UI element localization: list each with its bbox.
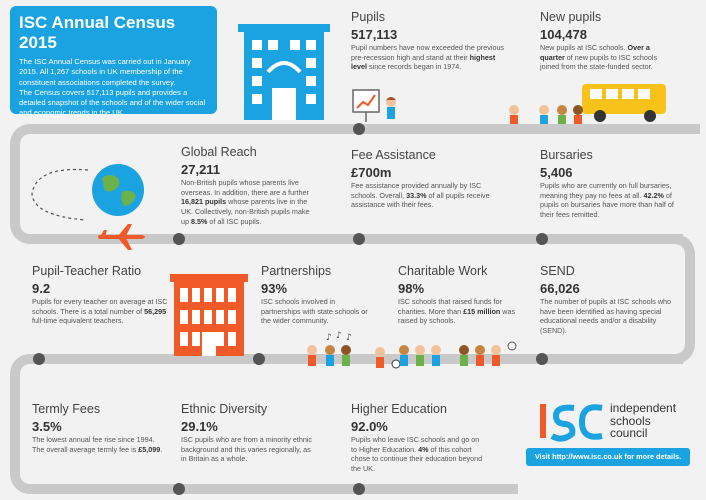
new-pupils-block [540,10,670,72]
ethnic-figure: 29.1% [181,419,218,434]
school-building-icon [236,20,332,120]
road-row4 [28,484,518,494]
global-reach-block [181,145,316,227]
children-group-icon [300,330,522,370]
ethnic-heading: Ethnic Diversity [181,402,268,416]
road-dot [536,233,548,245]
road-dot [353,233,365,245]
global-heading: Global Reach [181,145,257,159]
termly-text: The lowest annual fee rise since 1994. The overall average termly fee is £5,099. [32,435,163,454]
logo-text: independent schools council [610,401,677,441]
fee-text: Fee assistance provided annually by ISC schools. Overall, 33.3% of all pupils receive assistance with their fees. [351,181,490,210]
website-link[interactable]: Visit http://www.isc.co.uk for more details. [526,448,690,466]
charity-heading: Charitable Work [398,264,488,278]
partnerships-block [261,264,376,326]
svg-text:♪: ♪ [336,331,342,341]
send-figure: 66,026 [540,281,580,296]
road-dot [536,353,548,365]
ethnic-text: ISC pupils who are from a minority ethnic background and this varies regionally, as in Britain as a whole. [181,435,313,464]
road-dot [253,353,265,365]
road-dot [173,233,185,245]
charity-figure: 98% [398,281,425,296]
charity-text: ISC schools that raised funds for charities. More than £15 million was raised by schools. [398,297,516,326]
higher-heading: Higher Education [351,402,447,416]
partnerships-text: ISC schools involved in partnerships with state schools or the wider community. [261,297,368,326]
new-pupils-figure: 104,478 [540,27,587,42]
pupils-figure: 517,113 [351,27,398,42]
ethnic-diversity-block [181,402,316,464]
termly-heading: Termly Fees [32,402,101,416]
page-title: ISC Annual Census 2015 [19,13,176,52]
ptr-text: Pupils for every teacher on average at ISC schools. There is a total number of 56,295 full-time equivalent teachers. [32,297,168,326]
intro-paragraph-2: The Census covers 517,113 pupils and provides a detailed snapshot of the schools and of the wider social and economic trends in the UK. [19,87,206,118]
send-block [540,264,675,336]
ptr-block [32,264,172,326]
new-pupils-text: New pupils at ISC schools. Over a quarter of new pupils to ISC schools joined from the state-funded sector. [540,43,658,72]
road-dot [353,483,365,495]
road-dot [33,353,45,365]
global-figure: 27,211 [181,162,221,177]
school-bus-icon [500,78,670,126]
pupils-text: Pupil numbers have now exceeded the previous pre-recession high and stand at their highest level since records began in 1974. [351,43,505,72]
bursaries-block [540,148,675,220]
charity-block [398,264,516,326]
road-dot [353,123,365,135]
partnerships-figure: 93% [261,281,288,296]
isc-logo [538,402,698,442]
road-dot [173,483,185,495]
ptr-figure: 9.2 [32,281,51,296]
pupils-block [351,10,511,72]
higher-figure: 92.0% [351,419,388,434]
termly-fees-block [32,402,167,454]
bursaries-figure: 5,406 [540,165,573,180]
send-heading: SEND [540,264,575,278]
send-text: The number of pupils at ISC schools who have been identified as having special educational needs and/or a disability (SEND). [540,297,672,336]
higher-education-block [351,402,486,474]
fee-assistance-block [351,148,491,210]
svg-text:♪: ♪ [326,333,332,343]
orange-building-icon [170,274,248,356]
new-pupils-heading: New pupils [540,10,602,24]
partnerships-heading: Partnerships [261,264,332,278]
bursaries-heading: Bursaries [540,148,593,162]
globe-icon [88,160,148,220]
higher-text: Pupils who leave ISC schools and go on to Higher Education. 4% of this cohort chose to continue their education beyond the UK. [351,435,483,474]
pupils-heading: Pupils [351,10,386,24]
airplane-icon [96,222,150,252]
fee-figure: £700m [351,165,392,180]
intro-panel [10,6,217,118]
global-text: Non-British pupils whose parents live overseas. In addition, there are a further 16,821 pupils whose parents live in the UK. Collectively, non-British pupils make up 8.5% of all ISC pupils. [181,178,310,226]
intro-paragraph-1: The ISC Annual Census was carried out in January 2015. All 1,267 schools in UK membership of the constituent associations completed the survey. [19,57,191,87]
fee-heading: Fee Assistance [351,148,436,162]
bursaries-text: Pupils who are currently on full bursaries, meaning they pay no fees at all. 42.2% of pupils on bursaries have more than half of their fees remitted. [540,181,674,220]
chart-board-icon [351,88,401,124]
termly-figure: 3.5% [32,419,62,434]
flight-path-icon [26,164,92,224]
ptr-heading: Pupil-Teacher Ratio [32,264,142,278]
svg-text:♪: ♪ [346,333,352,343]
